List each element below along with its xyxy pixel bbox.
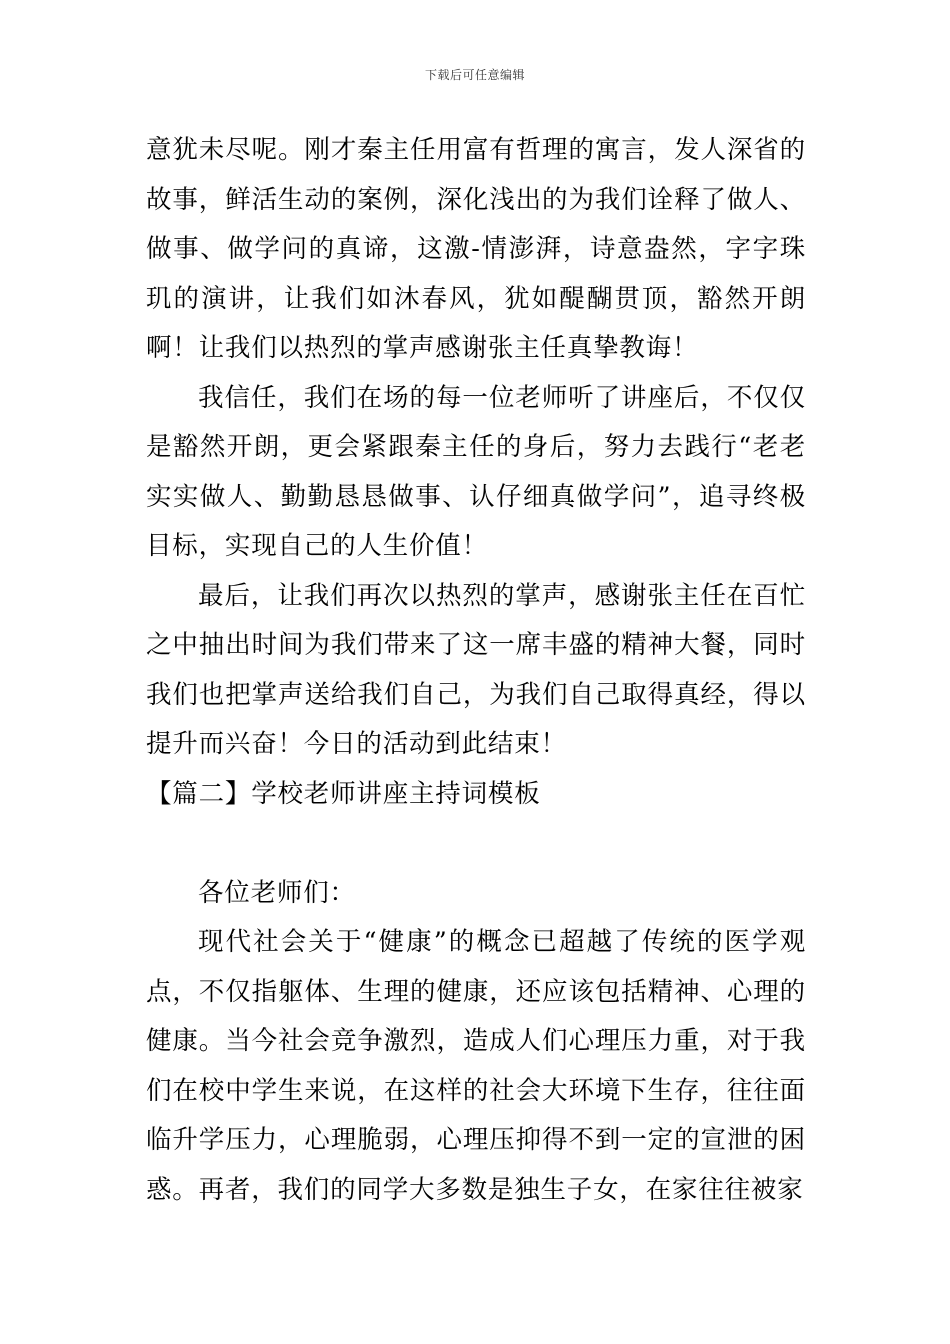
section-title: 【篇二】学校老师讲座主持词模板 (146, 778, 541, 809)
blank-line (146, 819, 806, 869)
document-body (146, 126, 806, 1215)
page-header: 下载后可任意编辑 (424, 68, 525, 82)
paragraph-health: 现代社会关于“健康”的概念已超越了传统的医学观点，不仅指躯体、生理的健康，还应该包括精神、心理的健康。当今社会竞争激烈，造成人们心理压力重，对于我们在校中学生来说，在这样的社会大环境下生存，往往面临升学压力，心理脆弱，心理压抑得不到一定的宣泄的困惑。再者，我们的同学大多数是独生子女，在家往往被家 (146, 927, 806, 1205)
greeting-line: 各位老师们： (198, 877, 356, 908)
paragraph-closing: 最后，让我们再次以热烈的掌声，感谢张主任在百忙之中抽出时间为我们带来了这一席丰盛的精神大餐，同时我们也把掌声送给我们自己，为我们自己取得真经，得以提升而兴奋！今日的活动到此结束！ (146, 580, 806, 759)
paragraph-continuation: 意犹未尽呢。刚才秦主任用富有哲理的寓言，发人深省的故事，鲜活生动的案例，深化浅出的为我们诠释了做人、做事、做学问的真谛，这激-情澎湃，诗意盎然，字字珠玑的演讲，让我们如沐春风，犹如醍醐贯顶，豁然开朗啊！让我们以热烈的掌声感谢张主任真挚教诲！ (146, 135, 806, 363)
paragraph-belief: 我信任，我们在场的每一位老师听了讲座后，不仅仅是豁然开朗，更会紧跟秦主任的身后，努力去践行“老老实实做人、勤勤恳恳做事、认仔细真做学问”，追寻终极目标，实现自己的人生价值！ (146, 382, 806, 561)
